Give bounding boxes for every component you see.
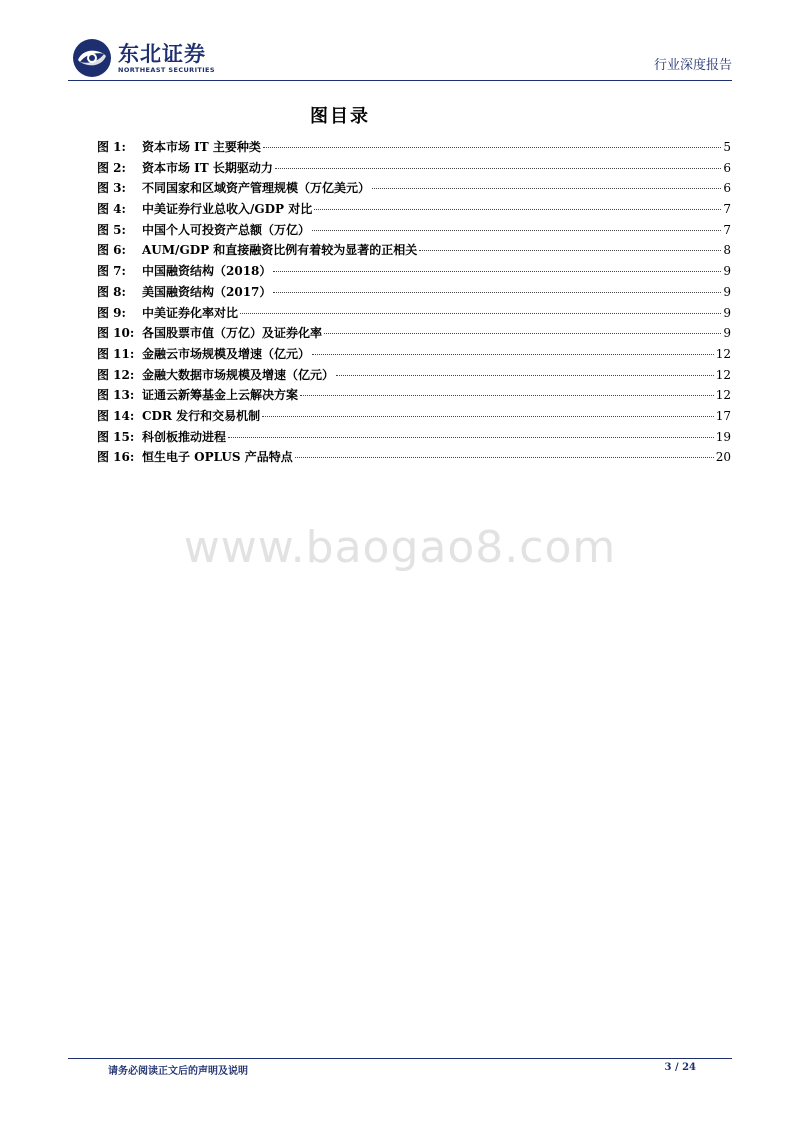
- toc-figure-title: 中美证券化率对比: [142, 305, 239, 320]
- toc-entry[interactable]: [97, 200, 731, 221]
- toc-figure-number: 图 11:: [97, 346, 135, 361]
- toc-figure-number: 图 8:: [97, 284, 126, 299]
- toc-figure-number: 图 3:: [97, 181, 126, 196]
- toc-entry[interactable]: [97, 448, 731, 469]
- toc-dot-leader: [262, 416, 714, 417]
- footer-disclaimer: 请务必阅读正文后的声明及说明: [108, 1066, 248, 1077]
- toc-dot-leader: [228, 437, 714, 438]
- toc-page-number: 5: [723, 140, 731, 154]
- company-logo: [72, 38, 215, 78]
- toc-figure-title: AUM/GDP 和直接融资比例有着较为显著的正相关: [142, 243, 418, 258]
- toc-entry[interactable]: [97, 159, 731, 180]
- toc-entry[interactable]: [97, 179, 731, 200]
- toc-figure-title: 科创板推动进程: [142, 429, 227, 444]
- toc-figure-number: 图 9:: [97, 305, 126, 320]
- toc-entry[interactable]: [97, 262, 731, 283]
- toc-page-number: 7: [723, 222, 731, 237]
- toc-dot-leader: [312, 354, 714, 355]
- toc-figure-number: 图 10:: [97, 326, 135, 341]
- toc-dot-leader: [336, 375, 714, 376]
- toc-entry[interactable]: [97, 428, 731, 449]
- toc-dot-leader: [419, 250, 721, 251]
- toc-entry[interactable]: [97, 366, 731, 387]
- toc-figure-title: 中美证券行业总收入/GDP 对比: [142, 202, 313, 217]
- toc-page-number: 6: [723, 181, 731, 196]
- toc-figure-number: 图 14:: [97, 408, 135, 423]
- toc-figure-number: 图 7:: [97, 264, 126, 279]
- toc-page-number: 19: [715, 429, 731, 444]
- toc-dot-leader: [372, 188, 721, 189]
- toc-dot-leader: [312, 230, 721, 231]
- toc-dot-leader: [240, 313, 721, 314]
- toc-dot-leader: [295, 457, 714, 458]
- toc-entry[interactable]: [97, 221, 731, 242]
- toc-figure-number: 图 13:: [97, 388, 135, 403]
- toc-figure-number: 图 1:: [97, 140, 126, 154]
- toc-figure-title: 各国股票市值（万亿）及证券化率: [142, 326, 323, 341]
- toc-dot-leader: [273, 271, 721, 272]
- logo-chinese-name: 东北证券: [118, 41, 206, 66]
- toc-figure-title: 资本市场 IT 长期驱动力: [142, 160, 273, 175]
- toc-figure-title: 资本市场 IT 主要种类: [142, 140, 261, 154]
- footer-divider: [68, 1058, 732, 1059]
- toc-figure-number: 图 5:: [97, 222, 126, 237]
- header-divider: [68, 80, 732, 81]
- watermark: www.baogao8.com: [183, 522, 617, 573]
- toc-figure-number: 图 6:: [97, 243, 126, 258]
- toc-page-number: 12: [715, 388, 731, 403]
- toc-figure-number: 图 12:: [97, 367, 135, 382]
- toc-entry[interactable]: [97, 304, 731, 325]
- toc-page-number: 9: [723, 305, 731, 320]
- toc-page-number: 20: [715, 450, 731, 465]
- toc-dot-leader: [324, 333, 721, 334]
- toc-figure-title: 金融大数据市场规模及增速（亿元）: [142, 367, 335, 382]
- toc-page-number: 9: [723, 284, 731, 299]
- toc-page-number: 17: [715, 408, 731, 423]
- toc-figure-title: 恒生电子 OPLUS 产品特点: [142, 450, 293, 465]
- page-header: [0, 0, 800, 82]
- page-number: 3 / 24: [664, 1062, 696, 1073]
- figure-table-of-contents: [97, 138, 731, 469]
- toc-title: 图目录: [310, 106, 370, 127]
- toc-page-number: 12: [715, 367, 731, 382]
- toc-page-number: 12: [715, 346, 731, 361]
- toc-dot-leader: [275, 168, 721, 169]
- toc-figure-title: 证通云新筹基金上云解决方案: [142, 388, 299, 403]
- toc-dot-leader: [314, 209, 721, 210]
- toc-entry[interactable]: [97, 386, 731, 407]
- toc-dot-leader: [273, 292, 721, 293]
- toc-page-number: 7: [723, 202, 731, 217]
- northeast-securities-logo-icon: [72, 38, 112, 78]
- toc-figure-number: 图 15:: [97, 429, 135, 444]
- toc-entry[interactable]: [97, 407, 731, 428]
- toc-figure-number: 图 4:: [97, 202, 126, 217]
- toc-figure-number: 图 2:: [97, 160, 126, 175]
- toc-entry[interactable]: [97, 138, 731, 159]
- toc-figure-title: CDR 发行和交易机制: [142, 408, 261, 423]
- toc-figure-title: 金融云市场规模及增速（亿元）: [142, 346, 311, 361]
- toc-figure-title: 中国融资结构（2018）: [142, 264, 272, 279]
- toc-entry[interactable]: [97, 324, 731, 345]
- toc-page-number: 9: [723, 326, 731, 341]
- report-type-label: 行业深度报告: [653, 58, 732, 73]
- toc-dot-leader: [300, 395, 714, 396]
- toc-entry[interactable]: [97, 241, 731, 262]
- toc-entry[interactable]: [97, 345, 731, 366]
- toc-figure-title: 不同国家和区域资产管理规模（万亿美元）: [142, 181, 371, 196]
- toc-dot-leader: [263, 147, 721, 148]
- toc-page-number: 8: [723, 243, 731, 258]
- toc-entry[interactable]: [97, 283, 731, 304]
- toc-figure-title: 中国个人可投资产总额（万亿）: [142, 222, 311, 237]
- toc-page-number: 6: [723, 160, 731, 175]
- toc-figure-number: 图 16:: [97, 450, 135, 465]
- logo-english-name: NORTHEAST SECURITIES: [118, 65, 215, 74]
- toc-page-number: 9: [723, 264, 731, 279]
- toc-figure-title: 美国融资结构（2017）: [142, 284, 272, 299]
